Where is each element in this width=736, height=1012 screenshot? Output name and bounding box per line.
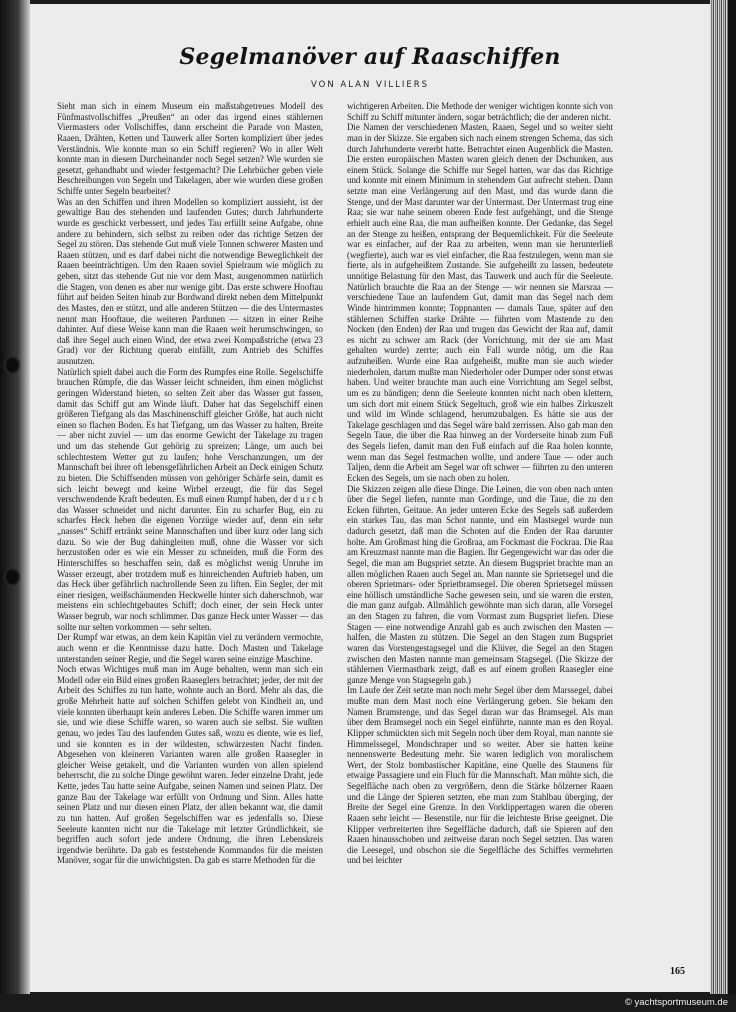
footer-bar — [0, 994, 736, 1012]
watermark-text: © yachtsportmuseum.de — [624, 997, 728, 1008]
book-binding — [0, 0, 30, 994]
book-edge-shadow — [728, 0, 736, 994]
article-title: Segelmanöver auf Raaschiffen — [179, 44, 561, 70]
text-column-right: wichtigeren Arbeiten. Die Methode der weniger wichtigen konnte sich von Schiff zu Schiff mitunter ändern, sogar beträchtlich; die der anderen nicht. Die Namen der verschiedenen Masten, Raaen, Segel und so weiter sieht man in der Skizze. Sie ergaben sich nach einem strengen Schema, das sich durch Jahrhunderte vererbt hatte. Betrachtet einen Augenblick die Masten. Die ersten europäischen Masten waren gleich denen der Dschunken, aus einem Stück. Solange die Schiffe nur Segel hatten, war das das Richtige und konnte mit einem Minimum in stehendem Gut aufrecht stehen. Dann setzte man eine Verlängerung auf den Mast, und das wurde dann die Stenge, und der Mast darunter war der Untermast. Der Untermast trug eine Raa; sie war nahe seinem oberen Ende fest aufgehängt, und die Stenge erhielt auch eine Raa, die man aufheißen konnte. Der Gedanke, das Segel an der Stenge zu heißen, entsprang der Bequemlichkeit. Für die Seeleute war es einfacher, auf der Raa zu arbeiten, wenn man sie herunterließ (wegfierte), auch war es viel einfacher, die Raa festzulegen, wenn man sie fierte, als in aufgeheißtem Zustande. Sie aufgeheißt zu lassen, bedeutete unnötige Belastung für den Mast, das Tauwerk und auch für die Seeleute. Natürlich brauchte die Raa an der Stenge — wir nennen sie Marsraa — verschiedene Taue an laufendem Gut, damit man das Segel nach dem Winde hintrimmen konnte; Toppnanten — damals Taue, später auf den stählernen Schiffen starke Drähte — führten vom Mastende zu den Nocken (den Enden) der Raa und trugen das Gewicht der Raa auf, damit es nicht zu schwer am Rack (der Vorrichtung, mit der sie am Mast gehalten wurde) zerrte; auch ein Fall wurde nötig, um die Raa aufzuheißen. Wurde eine Raa aufgeheißt, mußte man sie auch wieder niederholen, darum mußte man Niederholer oder Dumper oder sonst etwas haben. Und weiter brauchte man auch eine Vorrichtung am Segel selbst, um es zu bändigen; denn die Seeleute konnten nicht nach oben klettern, um sich dort mit einem Stück Segeltuch, groß wie ein halbes Zirkuszelt und wild im Winde schlagend, herumzubalgen. Es hätte sie aus der Takelage geschlagen und das Segel wäre bald zerrissen. Also gab man den Segeln Taue, die über die Raa hinweg an der Vorderseite hinab zum Fuß des Segels liefen, damit man den Fuß einfach auf die Raa holen konnte, wenn man das Segel festmachen wollte, und andere Taue — oder auch Taljen, denn die Arbeit am Segel war oft schwer — führten zu den unteren Ecken des Segels, um sie nach oben zu holen. Die Skizzen zeigen alle diese Dinge. Die Leinen, die von oben nach unten über die Segel liefen, nannte man Gordinge, und die Taue, die zu den Ecken führten, Geitaue. An jeder unteren Ecke des Segels saß außerdem ein starkes Tau, das man Schot nannte, und ein Mastsegel wurde nun dadurch gesetzt, daß man die Schoten auf die Enden der Raa darunter holte. Am Großmast hing die Großraa, am Fockmast die Fockraa. Die Raa am Kreuzmast nannte man die Bagien. Ihr Gegengewicht war das oder die Segel, die man am Bugspriet setzte. An diesem Bugspriet brachte man an allen möglichen Raaen auch Segel an. Man nannte sie Sprietsegel und die oberen Sprietmars- oder Sprietbramsegel. Die oberen Sprietsegel müssen eine höllisch umständliche Sache gewesen sein, und sie waren die ersten, die man ganz aufgab. Allmählich gewöhnte man sich daran, alle Vorsegel an den Stagen zu fahren, die vom Vormast zum Bugspriet liefen. Diese Stagen — eine notwendige Anzahl gab es auch zwischen den Masten — halfen, die Masten zu stützen. Die Segel an den Stagen zum Bugspriet waren das Vorstengestagsegel und die Klüver, die Segel an den Stagen zwischen den Masten nannte man gemeinsam Stagsegel. (Die Skizze der stählernen Viermastbark zeigt, daß es auf einem großen Raasegler eine ganze Menge von Stagsegeln gab.) Im Laufe der Zeit setzte man noch mehr Segel über dem Marssegel, dabei mußte man dem Mast noch eine Verlängerung geben. Sie bekam den Namen Bramstenge, und das Segel daran war das Bramsegel. Als man über dem Bramsegel noch ein Segel einführte, nannte man es den Royal. Klipper schmückten sich mit Segeln noch über dem Royal, man nannte sie Himmelssegel, Mondschraper und so weiter. Aber sie hatten keine nennenswerte Bedeutung mehr. Sie waren lediglich von moralischem Wert, der Stolz bombastischer Kapitäne, eine Quelle des Staunens für etwaige Passagiere und ein Fluch für die Mannschaft. Man mühte sich, die Segelfläche nach oben zu vergrößern, denn die Stärke hölzerner Raaen und die Länge der Spieren setzten, ehe man zum Stahlbau überging, der Breite der Segel eine Grenze. In den Vorklippertagen waren die oberen Raaen sehr leicht — Besenstile, nur für die leichteste Brise geeignet. Die Klipper verbreiterten ihre Segelfläche dadurch, daß sie Spieren auf den Raaen hinausschoben und zeitweise daran noch Segel setzten. Das waren die Leesegel, und obschon sie die Segelfläche des Schiffes vermehrten und bei leichter — [347, 101, 613, 866]
text-column-left: Sieht man sich in einem Museum ein maßstabgetreues Modell des Fünfmastvollschiffes „Preußen“ an oder das irgend eines stählernen Viermasters oder Vollschiffes, dann erscheint die Parade von Masten, Raaen, Drähten, Ketten und Tauwerk aller Sorten kompliziert über jedes Verständnis. Wie konnte man so ein Schiff regieren? Wo in aller Welt konnte man in diesem Durcheinander noch Segel setzen? Wie wurden sie gesetzt, gehandhabt und wieder festgemacht? Die Lehrbücher geben viele Beschreibungen von Segeln und Takelagen, aber wie wurden diese großen Schiffe unter Segeln bearbeitet? Was an den Schiffen und ihren Modellen so kompliziert aussieht, ist der gewaltige Bau des stehenden und laufenden Gutes; durch Jahrhunderte wurde es geschickt verbessert, und jedes Tau erfüllt seine Aufgabe, ohne andere zu behindern, sich selbst zu reiben oder das richtige Setzen der Segel zu stören. Das stehende Gut muß viele Tonnen schwerer Masten und Raaen stützen, und es darf dabei nicht die notwendige Beweglichkeit der Raaen beeinträchtigen. Um den Raaen soviel Spielraum wie möglich zu geben, sitzt das stehende Gut nie vor dem Mast, ausgenommen natürlich die Stagen, von denen es aber nur wenige gibt. Das erste schwere Hooftau führt auf beiden Seiten hinab zur Bordwand direkt neben dem Mittelpunkt des Mastes, den er stützt, und alle anderen Stützen — die des Untermastes nennt man Hooftaue, die weiteren Pardunen — sitzen in einer Reihe dahinter. Auf diese Weise kann man die Raaen weit herumschwingen, so daß ihre Segel auch einen Wind, der etwa zwei Kompaßstriche (etwa 23 Grad) vor der Richtung querab einfällt, zum Antrieb des Schiffes ausnutzen. Natürlich spielt dabei auch die Form des Rumpfes eine Rolle. Segelschiffe brauchen Rümpfe, die das Wasser leicht schneiden, ihm einen möglichst geringen Widerstand bieten, so selten Zeit aber das Wasser gut fassen, damit das Schiff gut am Winde läuft. Daher hat das Segelschiff einen größeren Tiefgang als das Maschinenschiff gleicher Größe, hat auch nicht einen so flachen Boden. Es hat Tiefgang, um das Wasser zu halten, Breite — aber nicht zuviel — um das enorme Gewicht der Takelage zu tragen und um das stehende Gut gehörig zu spreizen; Länge, um auch bei schlechtestem Wetter gut zu laufen; hohe Verschanzungen, um der Mannschaft bei ihrer oft lebensgefährlichen Arbeit an Deck einigen Schutz zu bieten. Die Schiffsenden müssen von gehöriger Schärfe sein, damit es sich leicht bewegt und keine Wirbel erzeugt, die für das Segel verschwendende Kraft bedeuten. Es muß einen Rumpf haben, der d u r c h das Wasser schneidet und nicht darunter. Ein zu scharfer Bug, ein zu scharfes Heck heben die eigenen Vorzüge wieder auf, denn ein sehr „nasses“ Schiff ertränkt seine Mannschaften und über kurz oder lang sich dazu. So wie der Bug dahingleiten muß, ohne die Wasser vor sich herzustoßen oder es wie ein Messer zu schneiden, muß die Form des Hinterschiffes so beschaffen sein, daß es möglichst wenig Unruhe im Wasser erzeugt, aber trotzdem muß es hinreichenden Auftrieb haben, um das Heck über gefährlich nachrollende Seen zu liften. Ein Segler, der mit einer riesigen, weißschäumenden Heckwelle hinter sich daherschnob, war meistens ein schlechtgebautes Schiff; doch einer, der sein Heck unter Wasser begrub, war noch schlimmer. Das ganze Heck unter Wasser — das sollte nur selten vorkommen — sehr selten. Der Rumpf war etwas, an dem kein Kapitän viel zu verändern vermochte, auch wenn er die Kenntnisse dazu hatte. Doch Masten und Takelage unterstanden seiner Regie, und die Segel waren seine einzige Maschine. Noch etwas Wichtiges muß man im Auge behalten, wenn man sich ein Modell oder ein Bild eines großen Raaseglers betrachtet; jeder, der mit der Arbeit des Schiffes zu tun hatte, wohnte auch an Bord. Mehr als das, die große Mehrheit hatte auf solchen Schiffen gelebt von Kindheit an, und viele konnten überhaupt kein anderes Leben. Die Schiffe waren immer um sie, und wie diese Schiffe waren, so waren auch sie selbst. Sie wußten genau, wo jedes Tau des laufenden Gutes saß, wozu es diente, wie es lief, und sie konnten es in der wildesten, schwärzesten Nacht finden. Abgesehen von kleineren Varianten waren alle großen Raasegler in gleicher Weise getakelt, und die Varianten wurden von allen spielend beherrscht, die zu solche Dinge gewöhnt waren. Jeder einzelne Draht, jede Kette, jedes Tau hatte seine Aufgabe, seinen Namen und seinen Platz. Der ganze Bau der Takelage war erfüllt von Ordnung und Sinn. Alles hatte seinen Platz und nur diesen einen Platz, der allen bekannt war, die damit zu tun hatten. Auf großen Segelschiffen war es jedenfalls so. Diese Seeleute kannten nicht nur die Takelage mit letzter Gründlichkeit, sie begriffen auch sofort jede andere Ordnung, die ihren Lebenskreis irgendwie berührte. Da gab es feststehende Kommandos für die meisten Manöver, sogar für die unwichtigsten. Da gab es starre Methoden für die — [57, 101, 323, 866]
page-number: 165 — [670, 966, 685, 977]
magazine-page — [30, 4, 710, 992]
article-byline: VON ALAN VILLIERS — [310, 80, 429, 90]
binding-hole-lower — [4, 568, 20, 586]
binding-hole-upper — [4, 356, 20, 374]
